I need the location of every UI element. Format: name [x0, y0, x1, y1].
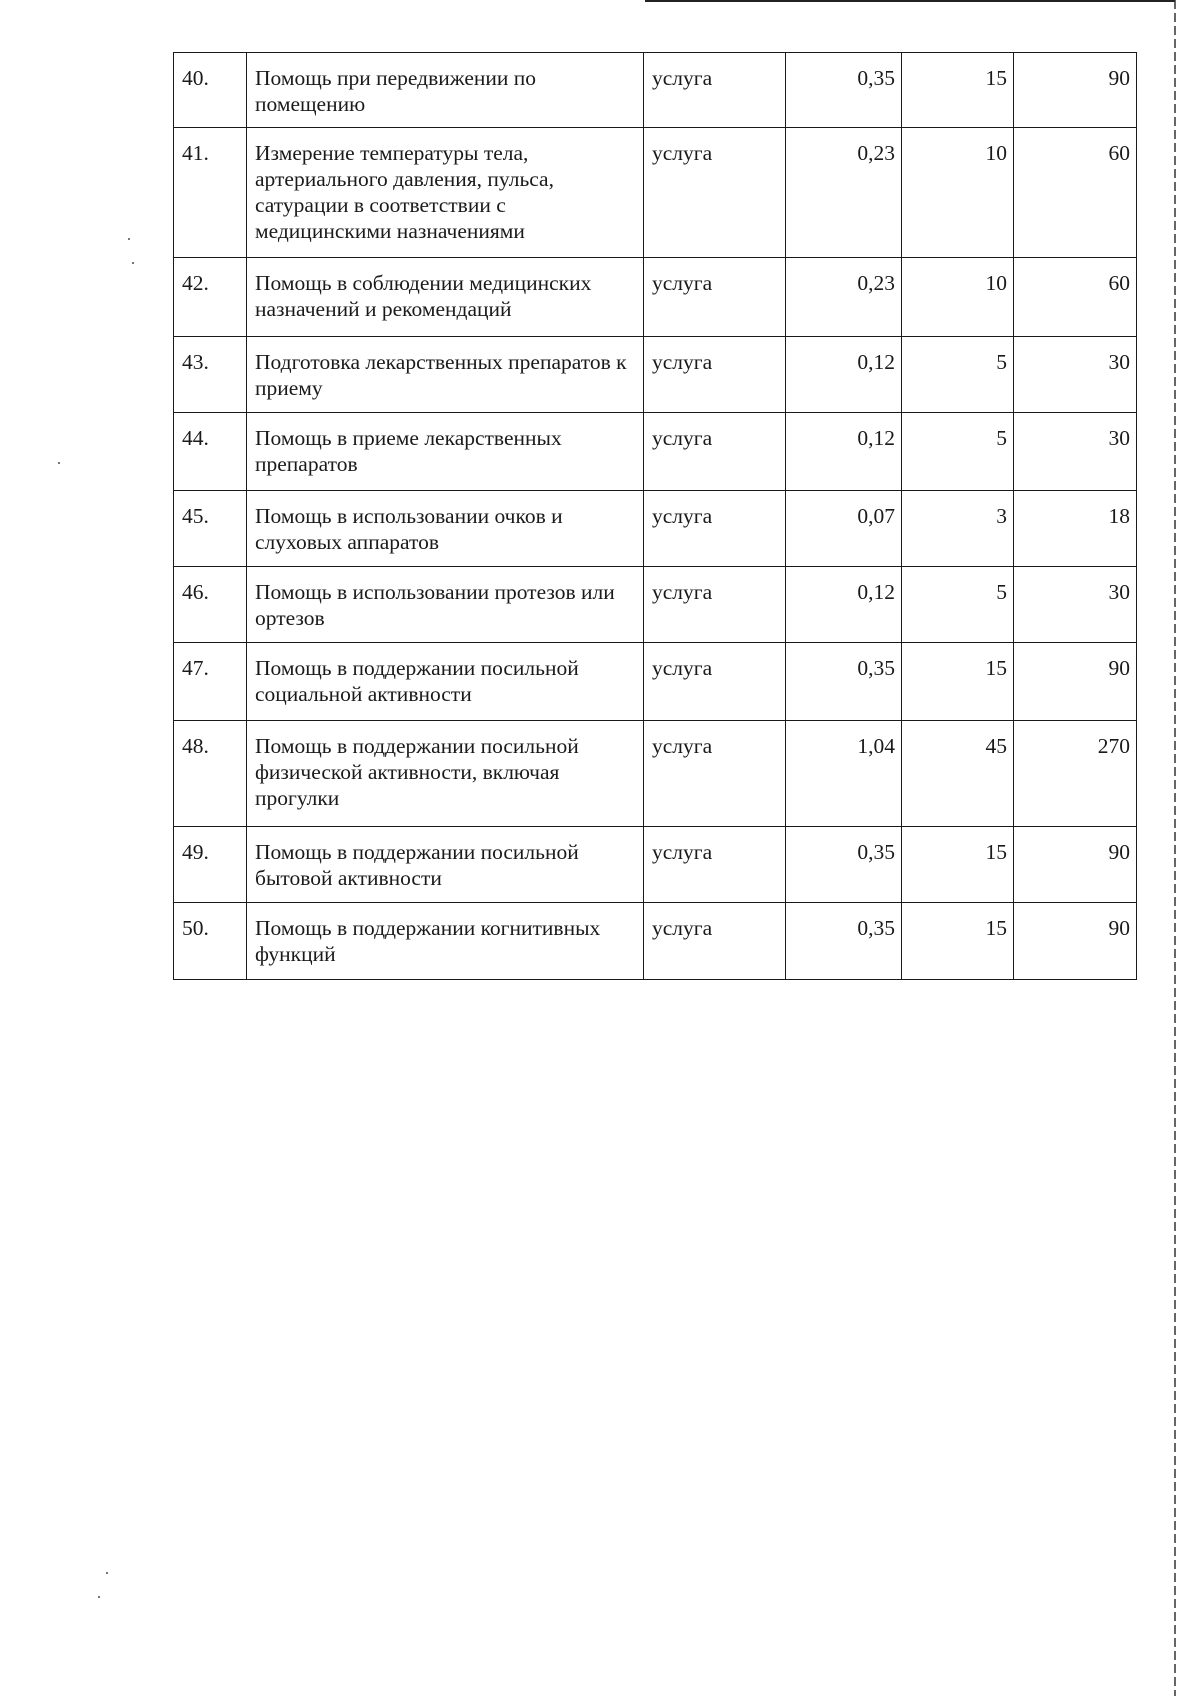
- scan-speck: [58, 462, 60, 464]
- service-unit: услуга: [644, 258, 786, 337]
- service-minutes: 5: [902, 413, 1014, 491]
- service-coefficient: 0,23: [786, 258, 902, 337]
- scan-right-edge: [1174, 0, 1176, 1696]
- scan-speck: [132, 262, 134, 264]
- service-price: 90: [1014, 827, 1137, 903]
- service-coefficient: 0,23: [786, 128, 902, 258]
- service-minutes: 15: [902, 903, 1014, 980]
- service-coefficient: 0,35: [786, 903, 902, 980]
- row-number: 46.: [174, 567, 247, 643]
- table-row: [174, 53, 1137, 128]
- service-minutes: 5: [902, 567, 1014, 643]
- row-number: 49.: [174, 827, 247, 903]
- table-row: [174, 258, 1137, 337]
- row-number: 48.: [174, 721, 247, 827]
- table-row: [174, 567, 1137, 643]
- services-table: [173, 52, 1137, 980]
- service-price: 90: [1014, 643, 1137, 721]
- service-name: Помощь в соблюдении медицинских назначений и рекомендаций: [247, 258, 644, 337]
- service-price: 90: [1014, 53, 1137, 128]
- service-unit: услуга: [644, 827, 786, 903]
- service-coefficient: 0,35: [786, 53, 902, 128]
- row-number: 42.: [174, 258, 247, 337]
- service-minutes: 5: [902, 337, 1014, 413]
- service-name: Измерение температуры тела, артериального давления, пульса, сатурации в соответствии с медицинскими назначениями: [247, 128, 644, 258]
- service-unit: услуга: [644, 567, 786, 643]
- service-name: Помощь в приеме лекарственных препаратов: [247, 413, 644, 491]
- scan-top-rule: [645, 0, 1175, 2]
- service-minutes: 10: [902, 258, 1014, 337]
- scan-speck: [128, 238, 130, 240]
- scan-speck: [98, 1596, 100, 1598]
- service-price: 60: [1014, 128, 1137, 258]
- service-name: Помощь при передвижении по помещению: [247, 53, 644, 128]
- row-number: 44.: [174, 413, 247, 491]
- service-minutes: 3: [902, 491, 1014, 567]
- service-price: 30: [1014, 413, 1137, 491]
- service-unit: услуга: [644, 721, 786, 827]
- table-row: [174, 903, 1137, 980]
- service-coefficient: 0,12: [786, 337, 902, 413]
- service-unit: услуга: [644, 53, 786, 128]
- service-minutes: 15: [902, 53, 1014, 128]
- table-row: [174, 337, 1137, 413]
- service-minutes: 45: [902, 721, 1014, 827]
- row-number: 50.: [174, 903, 247, 980]
- row-number: 47.: [174, 643, 247, 721]
- service-minutes: 15: [902, 643, 1014, 721]
- row-number: 41.: [174, 128, 247, 258]
- service-price: 30: [1014, 567, 1137, 643]
- row-number: 40.: [174, 53, 247, 128]
- service-name: Подготовка лекарственных препаратов к приему: [247, 337, 644, 413]
- service-coefficient: 0,07: [786, 491, 902, 567]
- service-coefficient: 0,35: [786, 643, 902, 721]
- service-coefficient: 0,12: [786, 567, 902, 643]
- service-unit: услуга: [644, 337, 786, 413]
- service-price: 60: [1014, 258, 1137, 337]
- service-unit: услуга: [644, 128, 786, 258]
- service-name: Помощь в использовании очков и слуховых аппаратов: [247, 491, 644, 567]
- service-coefficient: 0,12: [786, 413, 902, 491]
- table-row: [174, 491, 1137, 567]
- table-row: [174, 721, 1137, 827]
- service-name: Помощь в поддержании посильной бытовой активности: [247, 827, 644, 903]
- row-number: 45.: [174, 491, 247, 567]
- service-minutes: 10: [902, 128, 1014, 258]
- services-table-body: [174, 53, 1137, 980]
- table-row: [174, 413, 1137, 491]
- service-name: Помощь в использовании протезов или ортезов: [247, 567, 644, 643]
- service-coefficient: 1,04: [786, 721, 902, 827]
- service-unit: услуга: [644, 413, 786, 491]
- row-number: 43.: [174, 337, 247, 413]
- service-unit: услуга: [644, 491, 786, 567]
- service-unit: услуга: [644, 643, 786, 721]
- service-price: 30: [1014, 337, 1137, 413]
- service-minutes: 15: [902, 827, 1014, 903]
- service-price: 18: [1014, 491, 1137, 567]
- table-row: [174, 128, 1137, 258]
- scan-speck: [106, 1572, 108, 1574]
- service-price: 270: [1014, 721, 1137, 827]
- service-price: 90: [1014, 903, 1137, 980]
- table-row: [174, 827, 1137, 903]
- table-row: [174, 643, 1137, 721]
- service-coefficient: 0,35: [786, 827, 902, 903]
- service-name: Помощь в поддержании посильной социальной активности: [247, 643, 644, 721]
- service-name: Помощь в поддержании посильной физической активности, включая прогулки: [247, 721, 644, 827]
- service-unit: услуга: [644, 903, 786, 980]
- service-name: Помощь в поддержании когнитивных функций: [247, 903, 644, 980]
